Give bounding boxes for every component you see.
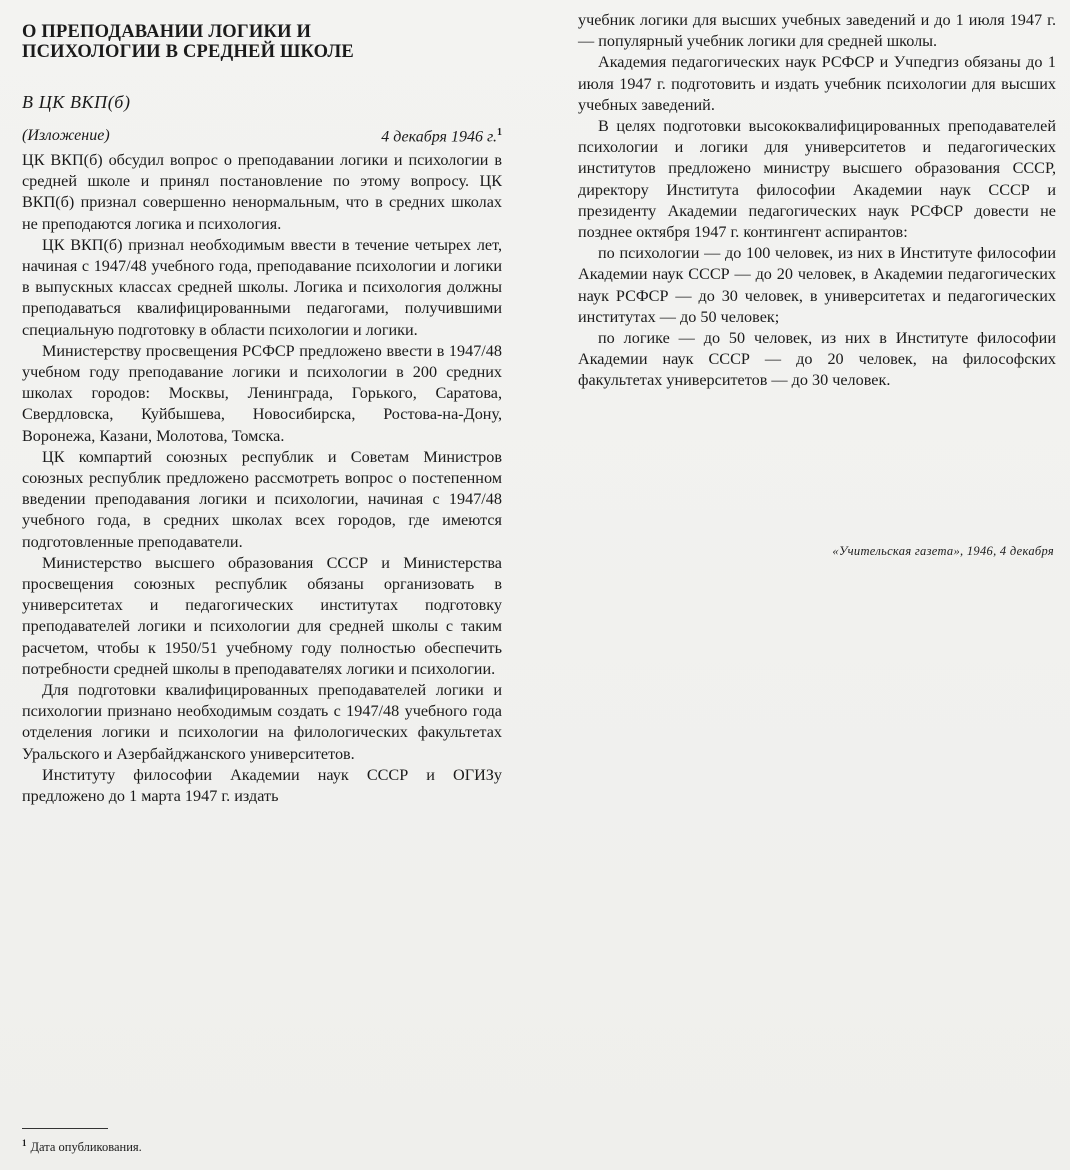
footnote-divider	[22, 1128, 108, 1129]
title-line: О ПРЕПОДАВАНИИ ЛОГИКИ И	[22, 22, 312, 42]
footnote	[22, 1138, 142, 1155]
source-citation: «Учительская газета», 1946, 4 декабря	[832, 544, 1054, 558]
paragraph: ЦК компартий союзных республик и Советам Министров союзных республик предложено рассмотреть вопрос о постепенном введении преподавания логики и психологии, начиная с 1947/48 учебного года, в средних школах всех городов, где имеются подготовленные преподаватели.	[22, 447, 502, 551]
subtitle: В ЦК ВКП(б)	[22, 92, 131, 112]
title-line: ПСИХОЛОГИИ В СРЕДНЕЙ ШКОЛЕ	[22, 42, 354, 62]
note-row	[22, 127, 502, 145]
footnote-mark: 1	[22, 1138, 27, 1148]
right-body	[578, 10, 1056, 392]
paragraph: Министерству просвещения РСФСР предложено ввести в 1947/48 учебном году преподавание логики и психологии в 200 средних школах городов: Москвы, Ленинграда, Горького, Саратова, Свердловска, Куйбышева, Новосибирска, Ростова-на-Дону, Воронежа, Казани, Молотова, Томска.	[22, 341, 502, 445]
note-date: 4 декабря 1946 г.	[381, 128, 497, 146]
paragraph: ЦК ВКП(б) признал необходимым ввести в течение четырех лет, начиная с 1947/48 учебного года, преподавание психологии и логики в выпускных классах средней школы. Логика и психология должны преподаваться квалифицированными педагогами, получившими специальную подготовку в области психологии и логики.	[22, 235, 502, 339]
paragraph: по логике — до 50 человек, из них в Институте философии Академии наук СССР — до 20 человек, на философских факультетах университетов — до 30 человек.	[578, 329, 1056, 390]
footnote-text: Дата опубликования.	[30, 1140, 142, 1155]
left-body	[22, 150, 502, 807]
article-title	[22, 22, 502, 62]
paragraph: Министерство высшего образования СССР и Министерства просвещения союзных республик обязаны организовать в университетах и педагогических институтах подготовку преподавателей логики и психологии для средней школы с таким расчетом, чтобы к 1950/51 учебному году полностью обеспечить потребности средней школы в преподавателях логики и психологии.	[22, 553, 502, 678]
paragraph: ЦК ВКП(б) обсудил вопрос о преподавании логики и психологии в средней школе и принял постановление по этому вопросу. ЦК ВКП(б) признал совершенно ненормальным, что в средних школах не преподаются логика и психология.	[22, 151, 502, 233]
paragraph: по психологии — до 100 человек, из них в Институте философии Академии наук СССР — до 20 человек, в Академии педагогических наук РСФСР — до 30 человек, в университетах и педагогических институтах — до 50 человек;	[578, 244, 1056, 326]
note-date-wrap	[381, 127, 502, 146]
paragraph: Академия педагогических наук РСФСР и Учпедгиз обязаны до 1 июля 1947 г. подготовить и издать учебник психологии для высших учебных заведений.	[578, 53, 1056, 114]
paragraph: Институту философии Академии наук СССР и ОГИЗу предложено до 1 марта 1947 г. издать	[22, 765, 502, 806]
note-label: (Изложение)	[22, 127, 110, 144]
paragraph: Для подготовки квалифицированных преподавателей логики и психологии признано необходимым создать с 1947/48 учебного года отделения логики и психологии на филологических факультетах Уральского и Азербайджанского университетов.	[22, 681, 502, 763]
paragraph: учебник логики для высших учебных заведений и до 1 июля 1947 г. — популярный учебник логики для средней школы.	[578, 11, 1056, 51]
footnote-ref[interactable]: 1	[497, 127, 502, 138]
paragraph: В целях подготовки высококвалифицированных преподавателей психологии и логики для университетов и педагогических институтов предложено министру высшего образования СССР, директору Института философии Академии наук СССР и президенту Академии педагогических наук РСФСР довести не позднее октября 1947 г. контингент аспирантов:	[578, 117, 1056, 242]
